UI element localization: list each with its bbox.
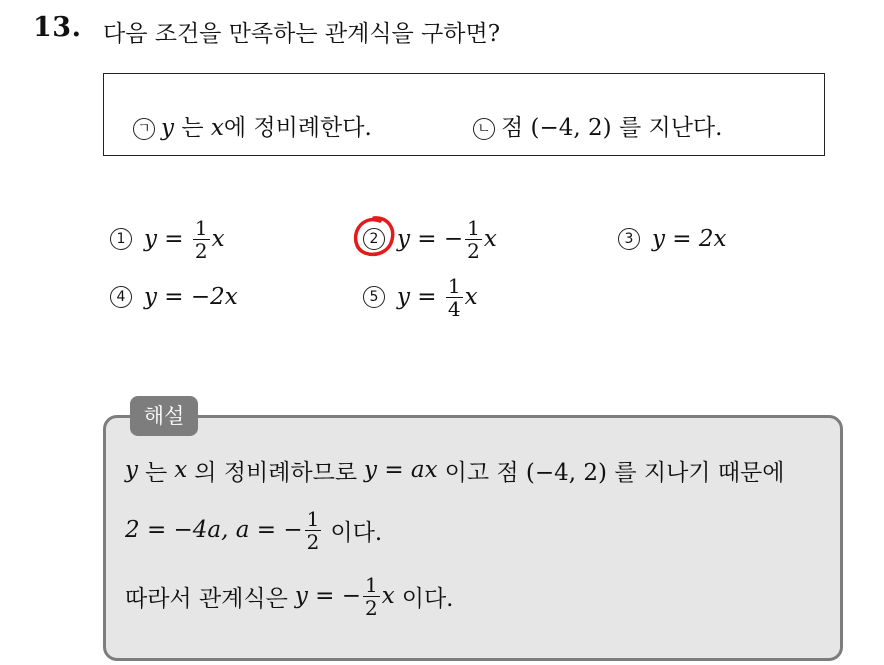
option-number-4: 4: [110, 286, 132, 308]
option-3[interactable]: 3 y = 2x: [618, 209, 727, 269]
option-1[interactable]: 1 y = $\frac{1}{2}$ x: [110, 209, 225, 269]
option-2[interactable]: 2 y = − $\frac{1}{2}$ x: [363, 209, 497, 269]
condition-1: ㄱ y 는 x에 정비례한다.: [133, 109, 372, 142]
question-number: 13.: [33, 12, 82, 43]
option-number-2: 2: [363, 228, 385, 250]
condition-marker-2: ㄴ: [473, 118, 495, 140]
solution-line-2: 2 = −4a, a = − $\frac{1}{2}$ 이다.: [125, 506, 383, 554]
solution-line-3: 따라서 관계식은 y = − $\frac{1}{2}$ x 이다.: [125, 572, 454, 620]
fraction: $\frac{1}{2}$: [194, 215, 208, 263]
condition-2: ㄴ 점 (−4, 2) 를 지난다.: [473, 109, 722, 142]
option-number-1: 1: [110, 228, 132, 250]
option-4[interactable]: 4 y = −2x: [110, 267, 238, 327]
condition-marker-1: ㄱ: [133, 118, 155, 140]
question-text: 다음 조건을 만족하는 관계식을 구하면?: [103, 21, 501, 47]
fraction: $\frac{1}{2}$: [365, 572, 378, 620]
answer-circle-mark: [350, 214, 398, 260]
fraction: $\frac{1}{2}$: [306, 506, 320, 554]
option-5[interactable]: 5 y = $\frac{1}{4}$ x: [363, 267, 478, 327]
var-x: x: [210, 115, 224, 141]
option-number-3: 3: [618, 228, 640, 250]
solution-label: 해설: [130, 396, 198, 436]
fraction: $\frac{1}{2}$: [467, 215, 480, 263]
option-number-5: 5: [363, 286, 385, 308]
var-y: y: [161, 115, 174, 141]
solution-line-1: y 는 x 의 정비례하므로 y = ax 이고 점 (−4, 2) 를 지나기 때문에: [125, 457, 785, 486]
fraction: $\frac{1}{4}$: [447, 273, 461, 321]
